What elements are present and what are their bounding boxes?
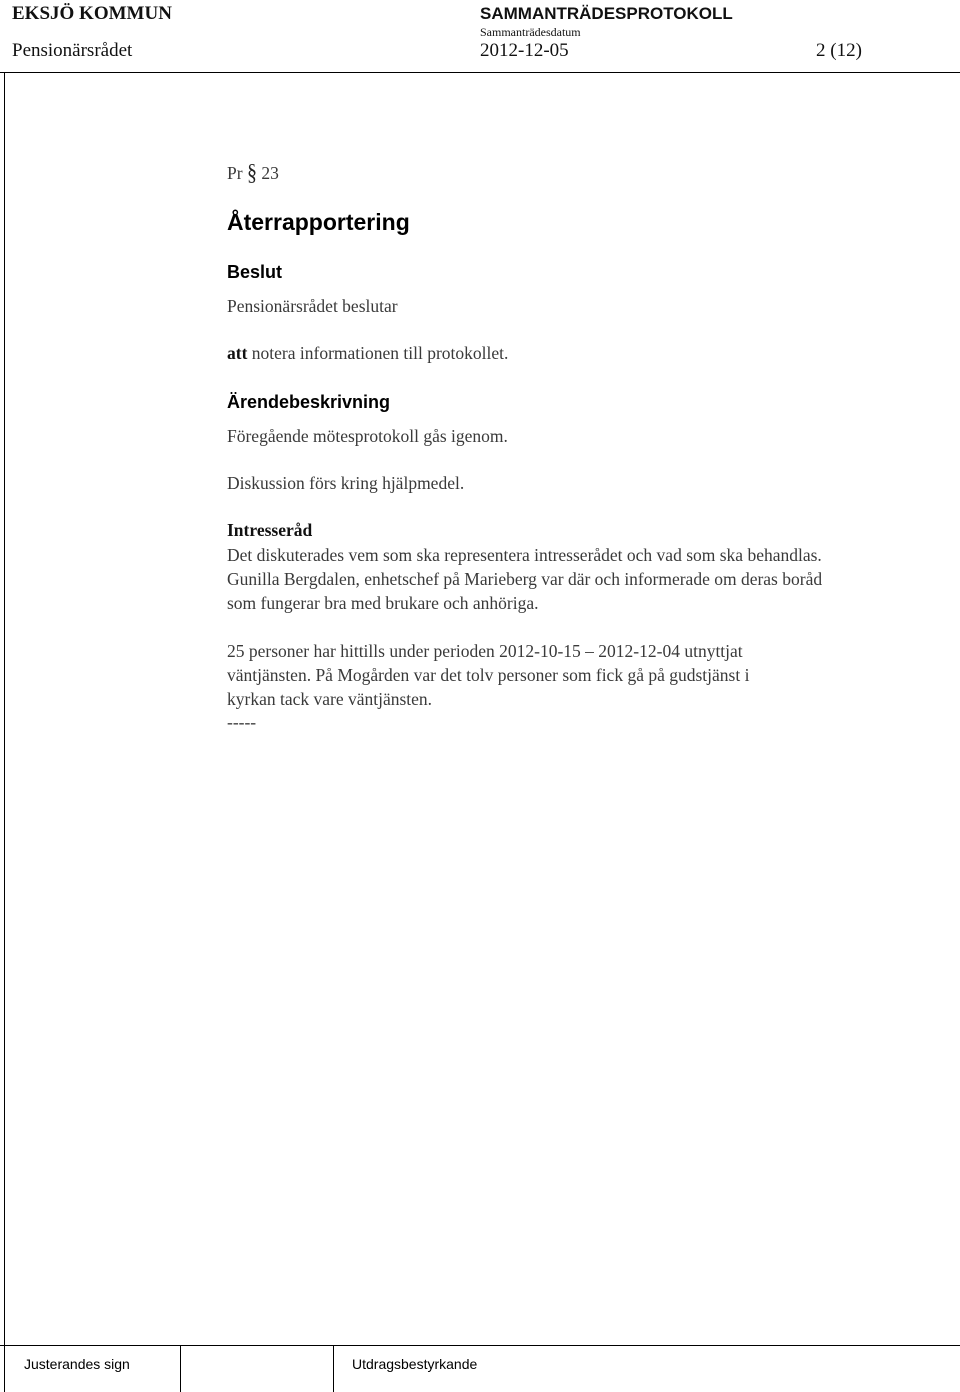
att-word: att: [227, 343, 248, 363]
paragraph-prefix: Pr: [227, 163, 243, 183]
document-type: SAMMANTRÄDESPROTOKOLL: [480, 4, 733, 23]
paragraph-num: 23: [261, 163, 279, 183]
footer-separator-2: [333, 1345, 334, 1392]
header-divider: [0, 72, 960, 73]
utdragsbestyrkande-label: Utdragsbestyrkande: [352, 1356, 478, 1372]
beslut-line-1: Pensionärsrådet beslutar: [227, 296, 398, 316]
paragraph-number: [227, 162, 279, 185]
page-title: Återrapportering: [227, 209, 410, 235]
beslut-heading: Beslut: [227, 262, 283, 282]
intresserad-heading: Intresseråd: [227, 520, 313, 540]
vantjanst-line-3: kyrkan tack vare väntjänsten.: [227, 689, 433, 709]
arende-line-2: Diskussion förs kring hjälpmedel.: [227, 473, 465, 493]
committee-name: Pensionärsrådet: [12, 40, 133, 61]
meeting-date-label: Sammanträdesdatum: [480, 25, 581, 39]
intresserad-line-3: som fungerar bra med brukare och anhöriga.: [227, 593, 539, 613]
page-number: 2 (12): [816, 40, 862, 61]
vantjanst-line-2: väntjänsten. På Mogården var det tolv personer som fick gå på gudstjänst i: [227, 665, 750, 685]
footer-divider: [0, 1345, 960, 1346]
beslut-line-2-rest: notera informationen till protokollet.: [247, 343, 509, 363]
organization-name: EKSJÖ KOMMUN: [12, 3, 172, 24]
meeting-date: 2012-12-05: [480, 40, 569, 61]
arende-line-1: Föregående mötesprotokoll gås igenom.: [227, 426, 508, 446]
vantjanst-line-1: 25 personer har hittills under perioden 2012-10-15 – 2012-12-04 utnyttjat: [227, 641, 743, 661]
left-margin-line: [4, 72, 5, 1392]
end-mark: -----: [227, 712, 257, 732]
intresserad-line-1: Det diskuterades vem som ska representera intresserådet och vad som ska behandlas.: [227, 545, 822, 565]
footer-separator-1: [180, 1345, 181, 1392]
arende-heading: Ärendebeskrivning: [227, 392, 391, 412]
section-sign: §: [246, 160, 257, 186]
intresserad-line-2: Gunilla Bergdalen, enhetschef på Marieberg var där och informerade om deras boråd: [227, 569, 823, 589]
beslut-line-2: [227, 343, 508, 364]
justerandes-sign-label: Justerandes sign: [24, 1356, 130, 1372]
